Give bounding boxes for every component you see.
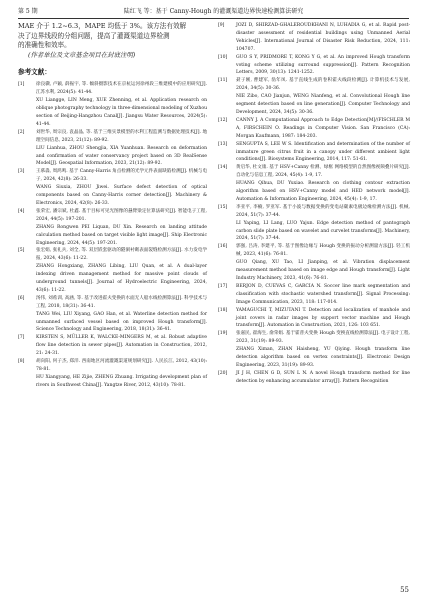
conclusion-line-3: 的准确性和效率。 [18,41,71,50]
reference-number: [7] [18,335,25,341]
reference-entry [218,164,410,180]
reference-number: [14] [218,165,228,171]
reference-text: HU Xiangyang, HE Zijie, ZHENG Zhuang. Irrigating development plan of rivers in Southwest China[J]. Yangtze River, 2012, 43(10): 78-81. [36,374,207,388]
conclusion-line-2: 决了边界线段的分组问题，提高了灌溉渠道边界检测 [18,31,170,40]
reference-text: 刘世华, 周宗良, 袁晶晶, 等. 基于三维实景模型的水利工程监测与数据处理技术[J]. 地理空间信息, 2023, 21(12): 89-92. [36,129,207,143]
reference-entry [18,295,207,311]
reference-number: [6] [18,295,25,301]
reference-entry [18,263,207,295]
reference-entry [18,81,207,97]
reference-text: 汤伟, 刘希训, 高涵, 等. 基于改进霍夫变换的水面无人船水线检测算法[J]. 科学技术与工程, 2018, 18(31): 36-41. [36,295,207,309]
reference-number: [5] [18,248,25,254]
reference-text: CANNY J. A Computational Approach to Edge Detection[M]//FISCHLER M A, FIRSCHEIN O. Readings in Computer Vision. San Francisco (CA): Morgan Kaufmann, 1987: 184-203. [236,117,410,139]
references-heading: 参考文献： [18,68,51,77]
reference-text: 张嘉民, 翟海生, 俞荣娟. 基于霍普夫变换 Hough 变换直线检测算法[J]. 电子设计工程, 2023, 31(19): 89-93. [236,331,410,345]
reference-entry [218,141,410,165]
reference-text: BERJON D, CUEVAS C, GARCIA N. Soccer line mark segmentation and classification with stochastic watershed transform[J]. Signal Processing: Image Communication, 2023, 118: 117-014. [236,283,410,305]
reference-text: 王慕淼, 周鸿鸣. 基于 Canny-Harris 角点检测的光学元件表面缺陷检测[J]. 机械与电子, 2024, 42(8): 26-33. [36,169,207,183]
reference-entry [218,346,410,370]
reference-list-left [18,81,207,389]
reference-entry [218,180,410,204]
reference-number [218,259,236,283]
reference-text: HUANG Qihua, DU Yuxiao. Research on clothing contour extraction algorithm based on HSV+Canny model and HED network model[J]. Automation & Information Engineering, 2024, 45(4): 1-9, 17. [236,181,410,202]
reference-entry [218,243,410,259]
conclusion-line-1: MAE 介于 1.2~6.3，MAPE 均低于 3%。该方法有效解 [18,22,187,30]
reference-number: [11] [218,78,228,84]
reference-entry [18,374,207,390]
conclusion-text [18,22,207,51]
reference-number: [13] [218,141,228,147]
running-title: 陆红飞 等：基于 Canny-Hough 的灌溉渠道边界快速检测算法研究 [123,8,304,15]
reference-entry [218,307,410,331]
reference-text: GUO Qiang, XU Tao, LI Jianping, et al. Vibration displacement measurement method based on image edge and Hough transform[J]. Light Industry Machinery, 2023, 41(6): 76-81. [236,260,410,281]
reference-entry [218,54,410,78]
reference-text: 李亚平, 李楠, 罗亚军. 基于小波与数据变换的变电站碳素电极边缘检测方法[J]. 机械, 2024, 51(7): 37-44. [236,204,410,218]
reference-text: XU Liangge, LIN Meng, XUE Zhenning, et al. Application research on oblique photography technology in three-dimensional modeling of Xuzhou section of Beijing-Hangzhou Canal[J]. Jiangsu Water Resources, 2024(5): 41-44. [36,98,207,127]
reference-text: JI J H, CHEN G D, SUN L N. A novel Hough transform method for line detection by enhancing accumulator array[J]. Pattern Recognition [236,370,410,384]
reference-entry [218,330,410,346]
reference-entry [218,93,410,117]
reference-number: [10] [218,54,228,60]
reference-number [218,220,236,244]
reference-text: 胡向阳, 何子杰, 郑洋. 西南地区河流灌溉渠道规划研究[J]. 人民长江, 2012, 43(10): 78-81. [36,359,207,372]
reference-number [18,224,36,248]
reference-number: [9] [218,23,225,28]
reference-number [18,263,36,295]
running-header [18,6,409,19]
reference-entry [218,77,410,93]
reference-number [218,180,236,204]
reference-entry [218,117,410,141]
reference-text: 张宏娟, 张礼兵, 刘全, 等. 双层嵌套驱动的隧洞衬砌表面裂缝检测方法[J]. 水力发电学报, 2024, 43(6): 11-22. [36,248,207,262]
reference-text: WANG Siuxia, ZHOU Jiwei. Surface defect detection of optical components based on Canny-Harris corner detection[J]. Machinery & Electronics, 2024, 42(8): 26-33. [36,185,207,206]
reference-number: [4] [18,208,25,214]
reference-text: 郭强, 吕涛, 李建平, 等. 基于图像边缘与 Hough 变换的振动分析测量方法[J]. 轻工机械, 2023, 41(6): 76-81. [236,244,410,258]
reference-text: SENGUPTA S, LEE W S. Identification and determination of the number of immature green citrus fruit in a canopy under different ambient light conditions[J]. Biosystems Engineering, 2014, 117: 51-61. [236,141,410,163]
page-number: 55 [400,586,409,594]
right-column [218,22,410,386]
reference-number: [12] [218,117,228,123]
reference-list-right [218,22,410,386]
reference-text: KIRSTEN S, MÜLLER K, WALCKE-MINGERS M, et al. Robust adaptive flow line detection in sewer pipes[J]. Automation in Construction, 2012, 21: 24-31. [36,335,207,357]
reference-entry [18,311,207,335]
reference-text: LIU Lianhua, ZHOU Shengjia, XIA Yuanhuan. Research on deformation and confirmation of water conservancy project based on 3D RealSense Model[J]. Geospatial Information, 2023, 21(12): 89-92. [36,145,207,167]
reference-text: 黄启华, 杜文康. 基于 HSV+Canny 检测、绿框 网络模型的自然图像视频叠片研究[J]. 自动化与信息工程, 2024, 45(4): 1-9, 17. [236,165,410,179]
reference-entry [18,334,207,358]
reference-entry [218,259,410,283]
reference-text: ZHANG Rongwen PEI Liquan, DU Xin. Research on landing attitude calculation method based on target visible light image[J]. Ship Electronic Engineering, 2024, 44(5): 197-201. [36,224,207,246]
reference-entry [218,204,410,220]
reference-number [18,374,36,390]
reference-entry [18,224,207,248]
reference-entry [218,283,410,307]
reference-number [18,184,36,208]
reference-number: [8] [18,359,25,365]
reference-text: 张荣宏, 潘宗斌, 杜鑫. 基于目标可见光图像的悬臂梁定位算法研究[J]. 智能电子工程, 2024, 44(5): 197-201. [36,208,207,222]
reference-number: [16] [218,244,228,250]
reference-entry [18,97,207,129]
issue-number: 第 5 期 [18,8,38,15]
reference-number: [17] [218,283,228,289]
reference-number: [3] [18,169,25,175]
reference-text: GUO S Y, PRIDMORE T, KONG Y G, et al. An improved Hough transform voting scheme utilizing surround suppression[J]. Pattern Recognition Letters, 2009, 30(13): 1241-1252. [236,54,410,76]
reference-entry [18,129,207,145]
reference-text: TANG Wei, LIU Xiyang, GAO Han, et al. Waterline detection method for unmanned surfaced vessel based on improved Hough transform[J]. Science Technology and Engineering, 2018, 18(31): 36-41. [36,311,207,333]
reference-entry [18,247,207,263]
reference-text: JOZI D, SHIRZAD-GHALEROUDKHANI N, LUHADIA G, et al. Rapid post-disaster assessment of residential buildings using Unmanned Aerial Vehicles[J]. International Journal of Disaster Risk Reduction, 2024, 111: 104707. [236,23,410,52]
reference-text: LI Yaping, LI Lang, LUO Yajun. Edge detection method of pantograph carbon slide plate based on wavelet and curvelet transforms[J]. Machinery, 2024, 51(7): 37-44. [236,220,410,242]
reference-entry [18,145,207,169]
reference-entry [218,22,410,54]
reference-entry [18,358,207,374]
reference-number: [1] [18,82,25,88]
left-column [18,22,207,390]
reference-number [218,346,236,370]
reference-text: ZHANG Hongxiang, ZHANG Libing, LIU Quan, et al. A dual-layer indexing driven management method for massive point clouds of underground tunnels[J]. Journal of Hydroelectric Engineering, 2024, 43(6): 11-22. [36,264,207,293]
reference-number [18,145,36,169]
reference-number [18,311,36,335]
reference-number: [20] [218,370,228,376]
reference-entry [218,370,410,386]
reference-number: [2] [18,129,25,135]
reference-text: YAMAGUCHI T, MIZUTANI T. Detection and localization of manhole and joint covers in radar images by support vector machine and Hough transform[J]. Automation in Construction, 2021, 126: 103 651. [236,307,410,329]
reference-entry [18,168,207,184]
reference-number: [19] [218,331,228,337]
reference-entry [218,220,410,244]
funding-note: (作者单位及文章基金项目在封底注明) [28,50,136,59]
reference-number [218,93,236,117]
reference-text: NIE Zibo, CAO Jianjun, WENG Nianfeng, et al. Convolutional Hough line segment detection based on line generation[J]. Computer Technology and Development, 2024, 34(5): 30-36. [236,94,410,115]
reference-entry [18,208,207,224]
reference-entry [18,184,207,208]
reference-text: 聂子刚, 曹建军, 翁年凤. 基于直线生成的卷积霍夫线段检测[J]. 计算机技术与发展, 2024, 34(5): 30-36. [236,78,410,92]
reference-number: [18] [218,307,228,313]
reference-text: ZHANG Ximan, ZHAN Haisheng, YU Qiying. Hough transform line detection algorithm based on vertex constraints[J]. Electronic Design Engineering, 2023, 31(19): 89-93. [236,347,410,368]
reference-number: [15] [218,204,228,210]
reference-number [18,97,36,129]
reference-text: 徐良骥, 卢颖, 薛振宇, 等. 倾斜摄影技术在京杭运河徐州段三维建模中的应用研究[J]. 江苏水利, 2024(5): 41-44. [36,82,207,96]
